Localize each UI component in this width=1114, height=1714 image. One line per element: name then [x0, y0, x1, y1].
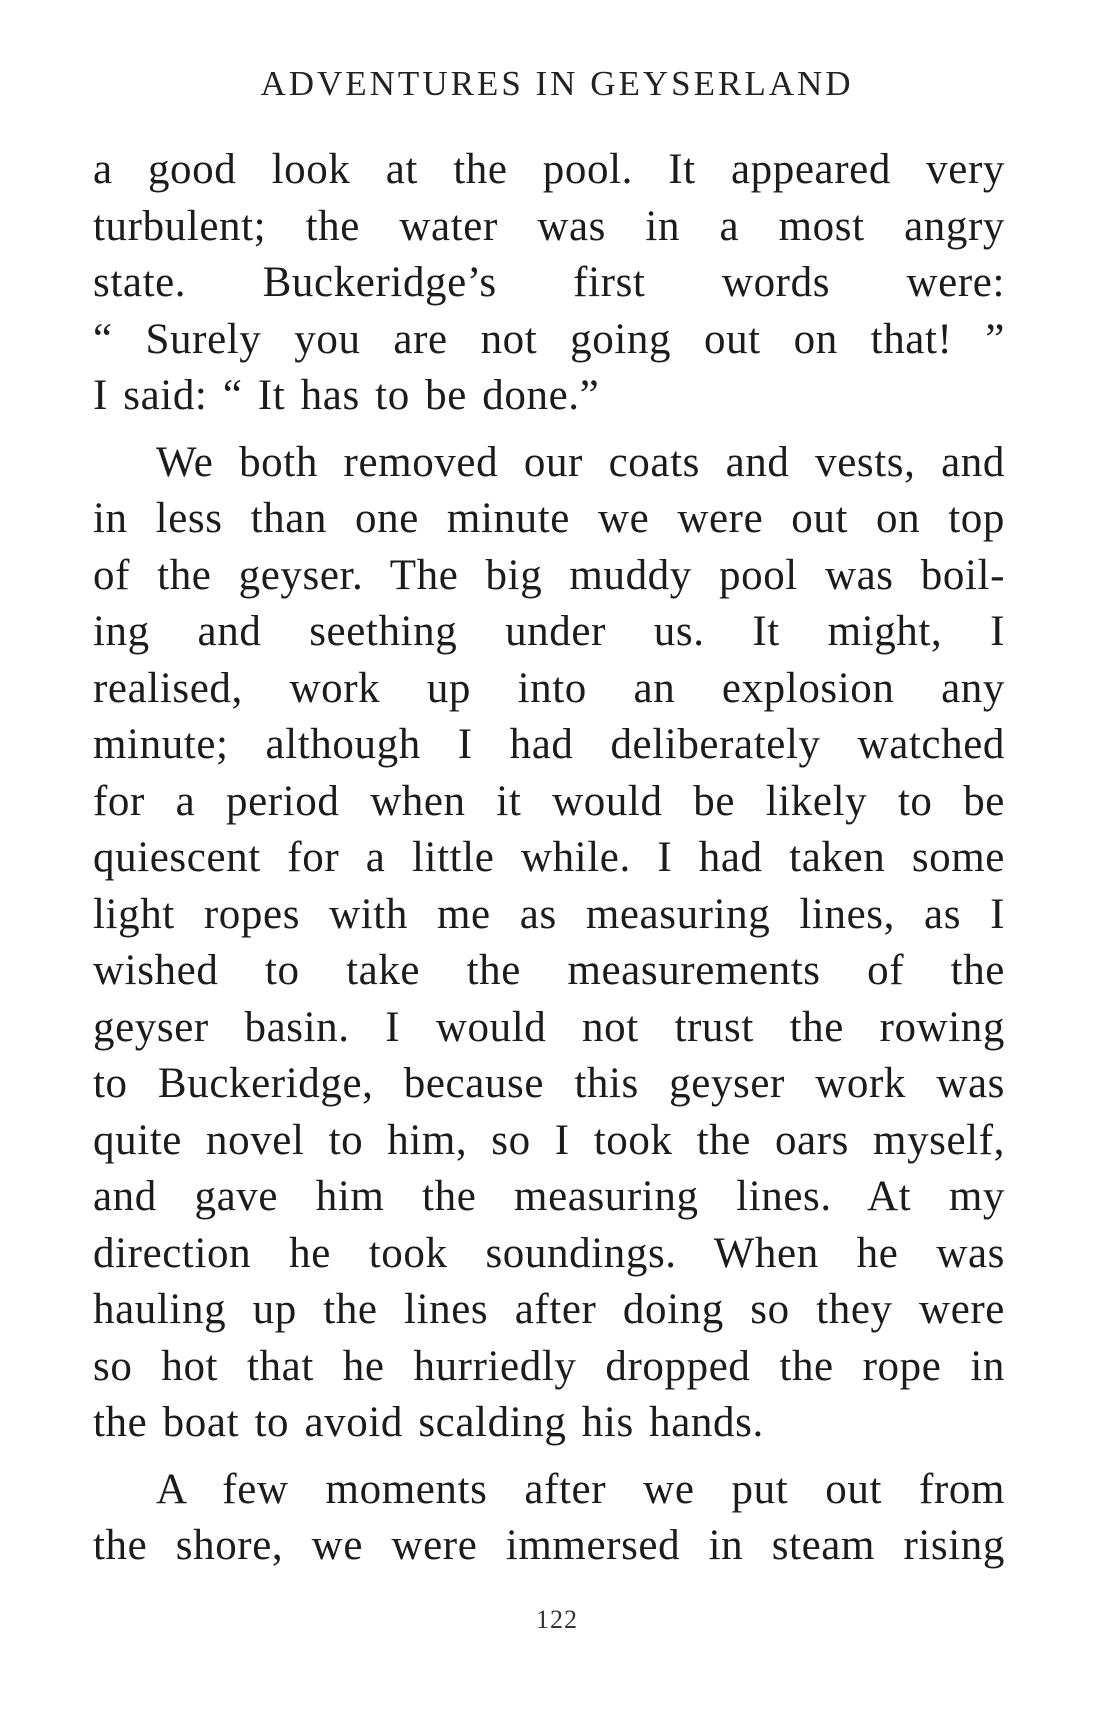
text-line: minute; although I had deliberately watched: [93, 721, 1005, 768]
text-line: so hot that he hurriedly dropped the rope in: [93, 1342, 1005, 1390]
text-line: We both removed our coats and vests, and: [156, 438, 1005, 486]
text-line: the boat to avoid scalding his hands.: [93, 1399, 764, 1446]
text-line: state. Buckeridge’s first words were:: [93, 259, 1005, 306]
text-line: ing and seething under us. It might, I: [93, 608, 1005, 655]
text-line: quiescent for a little while. I had taken some: [93, 834, 1005, 881]
text-line: A few moments after we put out from: [156, 1465, 1005, 1513]
text-line: light ropes with me as measuring lines, as I: [93, 890, 1005, 938]
text-line: “ Surely you are not going out on that! ”: [93, 315, 1005, 363]
text-line: and gave him the measuring lines. At my: [93, 1173, 1005, 1220]
text-line: of the geyser. The big muddy pool was boil-: [93, 551, 1005, 599]
text-line: in less than one minute we were out on top: [93, 495, 1005, 542]
text-line: realised, work up into an explosion any: [93, 664, 1005, 712]
text-line: wished to take the measurements of the: [93, 947, 1005, 994]
page-number: 122: [536, 1605, 578, 1634]
running-head: ADVENTURES IN GEYSERLAND: [260, 64, 854, 103]
text-line: to Buckeridge, because this geyser work was: [93, 1060, 1005, 1107]
text-line: turbulent; the water was in a most angry: [93, 202, 1005, 250]
text-line: geyser basin. I would not trust the rowing: [93, 1003, 1005, 1051]
text-line: I said: “ It has to be done.”: [93, 372, 600, 419]
text-line: quite novel to him, so I took the oars myself,: [93, 1116, 1005, 1164]
text-line: direction he took soundings. When he was: [93, 1229, 1005, 1277]
text-line: the shore, we were immersed in steam rising: [93, 1522, 1005, 1569]
text-line: a good look at the pool. It appeared very: [93, 146, 1005, 193]
paragraph: [93, 1462, 1005, 1575]
text-line: for a period when it would be likely to be: [93, 777, 1005, 825]
paragraph: [93, 142, 1005, 425]
paragraph: [93, 435, 1005, 1452]
body-text: [93, 142, 1005, 1575]
text-line: hauling up the lines after doing so they were: [93, 1286, 1005, 1333]
